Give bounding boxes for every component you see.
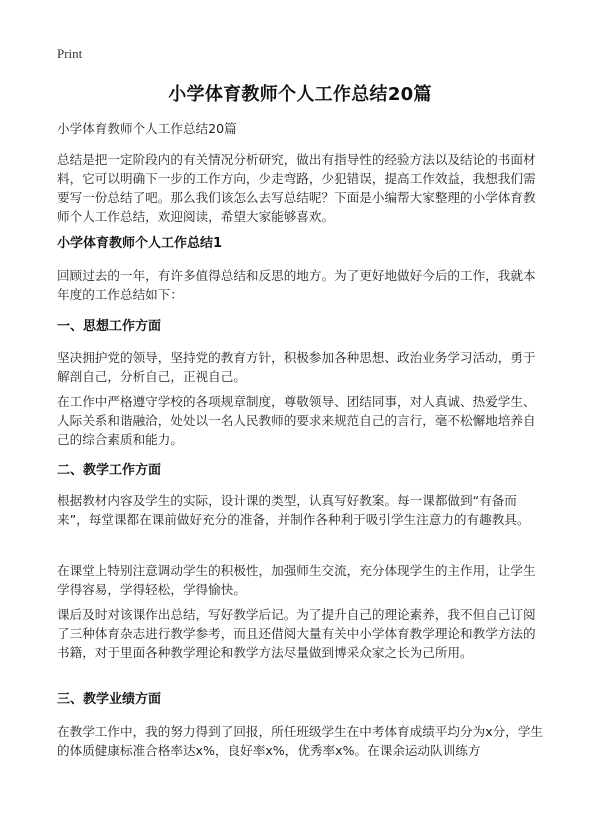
intro-paragraph: 总结是把一定阶段内的有关情况分析研究，做出有指导性的经验方法以及结论的书面材料，它可以明确下一步的工作方向，少走弯路，少犯错误，提高工作效益，我想我们需要写一份总结了吧。那么我们该怎么去写总结呢？下面是小编帮大家整理的小学体育教师个人工作总结，欢迎阅读，希望大家能够喜欢。 <box>57 152 536 224</box>
doc-subtitle: 小学体育教师个人工作总结20篇 <box>57 121 237 136</box>
paragraph-teaching-2: 在课堂上特别注意调动学生的积极性，加强师生交流，充分体现学生的主作用，让学生学得容易，学得轻松，学得愉快。 <box>57 563 536 597</box>
print-link[interactable]: Print <box>57 46 83 61</box>
heading-thought-work: 一、思想工作方面 <box>57 319 162 334</box>
paragraph-results-1: 在教学工作中，我的努力得到了回报，所任班级学生在中考体育成绩平均分为x分，学生的体质健康标准合格率达x%，良好率x%，优秀率x%。在课余运动队训练方 <box>57 724 544 758</box>
heading-teaching-work: 二、教学工作方面 <box>57 463 162 478</box>
section-title: 小学体育教师个人工作总结1 <box>57 236 223 251</box>
heading-teaching-results: 三、教学业绩方面 <box>57 692 162 707</box>
section-intro-paragraph: 回顾过去的一年，有许多值得总结和反思的地方。为了更好地做好今后的工作，我就本年度的工作总结如下： <box>57 268 536 302</box>
paragraph-thought-2: 在工作中严格遵守学校的各项规章制度，尊敬领导、团结同事，对人真诚、热爱学生、人际关系和谐融洽，处处以一名人民教师的要求来规范自己的言行，毫不松懈地培养自己的综合素质和能力。 <box>57 394 536 447</box>
paragraph-teaching-3: 课后及时对该课作出总结，写好教学后记。为了提升自己的理论素养，我不但自己订阅了三种体育杂志进行教学参考，而且还借阅大量有关中小学体育教学理论和教学方法的书籍，对于里面各种教学理论和教学方法尽量做到博采众家之长为己所用。 <box>57 607 536 660</box>
page-title: 小学体育教师个人工作总结20篇 <box>168 84 432 105</box>
paragraph-teaching-1: 根据教材内容及学生的实际，设计课的类型，认真写好教案。每一课都做到“有备而来”，每堂课都在课前做好充分的准备，并制作各种利于吸引学生注意力的有趣教具。 <box>57 493 530 527</box>
paragraph-thought-1: 坚决拥护党的领导，坚持党的教育方针，积极参加各种思想、政治业务学习活动，勇于解剖自己，分析自己，正视自己。 <box>57 350 536 384</box>
